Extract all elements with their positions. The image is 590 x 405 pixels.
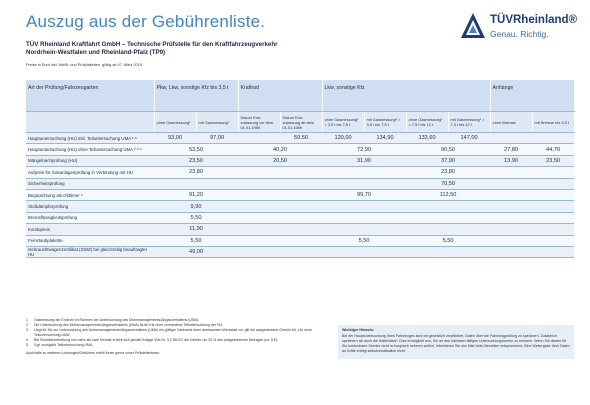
footnote-text: Bei Fristüberschreitung von mehr als zwei Monate erhöht sich gemäß Anlage VIIa Nr. 3.2 StVZO die Gebühr um 20 % des ausgewiesenen Betrages (ca. 8 €). — [34, 338, 278, 342]
table-row — [26, 167, 574, 178]
company-line-1: TÜV Rheinland Kraftfahrt GmbH – Technische Prüfstelle für den Kraftfahrzeugverkehr — [26, 41, 278, 48]
subheader-cell: Datum Erst-zulassung vor dem 01.01.1989 — [238, 112, 280, 133]
subheader-cell: ohne Gasmessung¹ > 7,5 t bis 12 t — [406, 112, 448, 133]
fee-cell — [238, 224, 322, 235]
row-label: Mängelnachprüfung (HU) — [26, 155, 154, 166]
fee-cell: 99,70 — [322, 189, 406, 200]
row-label: Gebrauchtwagenzertifikat (GWZ) bei gleichzeitig beauftragter HU — [26, 246, 154, 257]
fee-cell — [238, 178, 322, 189]
company-line-2: Nordrhein-Westfalen und Rheinland-Pfalz (TP9) — [26, 49, 166, 57]
tuv-triangle-icon — [460, 12, 486, 40]
footnote-text: Ggf. zuzüglich Teiluntersuchung UMA. — [34, 343, 94, 347]
table-subheader-row — [26, 112, 574, 133]
fee-cell — [406, 212, 490, 223]
fee-cell: 91,20 — [154, 189, 238, 200]
header-lkw: Lkw, sonstige Kfz — [322, 80, 490, 112]
fee-cell: 97,00 — [196, 133, 238, 144]
footnote-number: 5 — [26, 343, 28, 347]
fee-cell: 44,70 — [532, 144, 574, 155]
fee-cell: 23,50 — [532, 155, 574, 166]
fee-cell — [238, 201, 322, 212]
fee-cell — [406, 224, 490, 235]
fee-cell: 147,00 — [448, 133, 490, 144]
fee-cell — [322, 167, 406, 178]
table-row — [26, 212, 574, 223]
header-anhaenger: Anhänge — [490, 80, 574, 112]
fee-cell: 20,50 — [238, 155, 322, 166]
footnote-number: 4 — [26, 338, 28, 342]
row-label: Feinstaubplakette — [26, 235, 154, 246]
table-row — [26, 189, 574, 200]
table-row — [26, 224, 574, 235]
fee-cell — [490, 246, 532, 257]
fee-cell — [322, 178, 406, 189]
row-label: Hauptuntersuchung (HU) inkl. Teiluntersuchung UMA ¹·⁵ — [26, 133, 154, 144]
subheader-empty — [26, 112, 154, 133]
fee-cell — [490, 235, 532, 246]
fee-cell — [490, 167, 532, 178]
table-row — [26, 235, 574, 246]
fee-cell — [532, 167, 574, 178]
info-box-title: Wichtiger Hinweis: — [342, 328, 375, 332]
fee-cell: 40,20 — [238, 144, 322, 155]
fee-cell — [532, 189, 574, 200]
subheader-cell: ohne Gasmessung¹ > 3,5 t bis 7,5 t — [322, 112, 364, 133]
subheader-cell: ohne Bremse — [490, 112, 532, 133]
fee-cell — [154, 178, 238, 189]
table-row — [26, 144, 574, 155]
fee-cell — [490, 133, 532, 144]
fee-cell: 9,90 — [154, 201, 238, 212]
fee-cell — [532, 235, 574, 246]
page-title: Auszug aus der Gebührenliste. — [26, 12, 266, 31]
fee-cell: 5,50 — [406, 235, 490, 246]
fee-cell — [490, 189, 532, 200]
fee-cell: 90,50 — [406, 144, 490, 155]
fee-cell — [532, 246, 574, 257]
fee-cell — [532, 224, 574, 235]
subheader-cell: mit Gasmessung¹ > 7,5 t bis 12 t — [448, 112, 490, 133]
footnotes — [26, 318, 326, 356]
fee-cell — [322, 212, 406, 223]
fee-cell: 93,00 — [154, 133, 196, 144]
row-label: Stoßdämpferprüfung — [26, 201, 154, 212]
fee-cell: 5,50 — [322, 235, 406, 246]
row-label: Begutachtung als Oldtimer ⁵ — [26, 189, 154, 200]
header-kraftrad: Kraftrad — [238, 80, 322, 112]
row-label: Bremsflüssigkeitsprüfung — [26, 212, 154, 223]
fee-cell — [238, 133, 280, 144]
footnote-number: 1 — [26, 318, 28, 322]
fee-table — [26, 80, 575, 258]
price-note: Preise in Euro inkl. MwSt. und Prüfplaketten, gültig ab 07. März 2015 — [26, 63, 142, 67]
fee-cell: 53,50 — [154, 144, 238, 155]
fee-cell — [532, 201, 574, 212]
fee-cell: 23,50 — [154, 155, 238, 166]
footnote-number: 2 — [26, 323, 28, 327]
fee-cell — [490, 178, 532, 189]
fee-cell: 13,90 — [490, 155, 532, 166]
fee-cell — [238, 246, 322, 257]
fee-cell — [490, 224, 532, 235]
fee-cell — [532, 212, 574, 223]
company-info — [26, 41, 278, 58]
logo-name: TÜVRheinland® — [490, 14, 578, 26]
fee-cell: 133,60 — [406, 133, 448, 144]
fee-cell: 134,90 — [364, 133, 406, 144]
fee-cell — [490, 212, 532, 223]
subheader-cell: mit Gasmessung¹ > 3,5 t bis 7,5 t — [364, 112, 406, 133]
footnote-text: Liegt für Kfz zur Untersuchung des Motormanagements/Abgasverhaltens (UMA) ein gültiger Nachweis einer anerkannten Werkstatt vor, gilt die ausgewiesene Gebühr für „HU ohne Teiluntersuchung UMA“. — [34, 328, 312, 337]
fee-cell: 59,50 — [280, 133, 322, 144]
fee-cell — [490, 201, 532, 212]
fee-cell — [238, 235, 322, 246]
fee-cell: 5,50 — [154, 212, 238, 223]
row-label: Sicherheitsprüfung — [26, 178, 154, 189]
fee-cell: 23,80 — [406, 167, 490, 178]
footnote-text: Die Untersuchung des Motormanagements/Abgasverhaltens (UMA) ist für Kfz ohne vorhandene Teiluntersuchung der HU. — [34, 323, 224, 327]
table-row — [26, 246, 574, 257]
fee-cell — [406, 201, 490, 212]
fee-cell — [238, 167, 322, 178]
fee-cell: 27,80 — [490, 144, 532, 155]
row-label: Hauptuntersuchung (HU) ohne Teiluntersuchung UMA ²·³·⁴ — [26, 144, 154, 155]
table-row — [26, 133, 574, 144]
tuv-logo — [460, 12, 578, 44]
fee-cell — [322, 224, 406, 235]
fee-cell — [322, 246, 406, 257]
subheader-cell: ohne Gasmessung¹ — [154, 112, 196, 133]
subheader-cell: mit Gasmessung¹ — [196, 112, 238, 133]
info-box — [338, 325, 574, 359]
fee-cell: 49,00 — [154, 246, 238, 257]
header-art: Art der Prüfung/Fahrzeugarten — [26, 80, 154, 112]
footnote — [26, 328, 326, 338]
table-header-row — [26, 80, 574, 112]
subheader-cell: mit Bremse bis 3,5 t — [532, 112, 574, 133]
header-pkw: Pkw, Lkw, sonstige Kfz bis 3,5 t — [154, 80, 238, 112]
fee-cell: 70,50 — [406, 178, 490, 189]
subheader-cell: Datum Erst-zulassung ab dem 01.01.1989 — [280, 112, 322, 133]
fee-cell: 5,50 — [154, 235, 238, 246]
table-row — [26, 178, 574, 189]
footnote-text: Gasmessung am Endrohr im Rahmen der Untersuchung des Motormanagements/Abgasverhaltens (UMA). — [34, 318, 200, 322]
fee-cell — [406, 246, 490, 257]
info-box-text: Bei der Hauptuntersuchung Ihres Fahrzeuges sind wir gesetzlich verpflichtet, Daten über die Fahrzeugprüfung zu speichern. Zusätzlich speichern wir auch die Halterdaten. Dies ermöglicht uns, Sie an den nächsten fälligen Untersuchungstermin zu erinnern. Wenn Sie diesen für Sie kostenlosen Service nicht in Anspruch nehmen wollen, informieren Sie uns bitte beim Bezahlen entsprechend. Eine Weitergabe Ihrer Daten an Dritte erfolgt selbstverständlich nicht. — [342, 334, 570, 353]
fee-cell — [238, 189, 322, 200]
logo-tagline: Genau. Richtig. — [490, 29, 549, 39]
fee-cell: 112,50 — [406, 189, 490, 200]
fee-cell: 31,90 — [322, 155, 406, 166]
table-row — [26, 155, 574, 166]
fee-cell — [322, 201, 406, 212]
table-row — [26, 201, 574, 212]
row-label: Kombipreis — [26, 224, 154, 235]
footnote-number: 3 — [26, 328, 28, 332]
footnote — [26, 343, 326, 348]
fee-cell — [238, 212, 322, 223]
fee-cell: 37,90 — [406, 155, 490, 166]
fee-cell: 11,90 — [154, 224, 238, 235]
fee-cell: 23,80 — [154, 167, 238, 178]
fee-cell — [532, 178, 574, 189]
row-label: Aufpreis für Gasanlagenprüfung in Verbindung mit HU — [26, 167, 154, 178]
footer-note: Auskünfte zu weiteren Leistungen/Gebühren erteilt Ihnen gerne unser Prüfstellenteam. — [26, 351, 161, 355]
fee-cell: 72,90 — [322, 144, 406, 155]
fee-cell: 120,00 — [322, 133, 364, 144]
fee-cell — [532, 133, 574, 144]
